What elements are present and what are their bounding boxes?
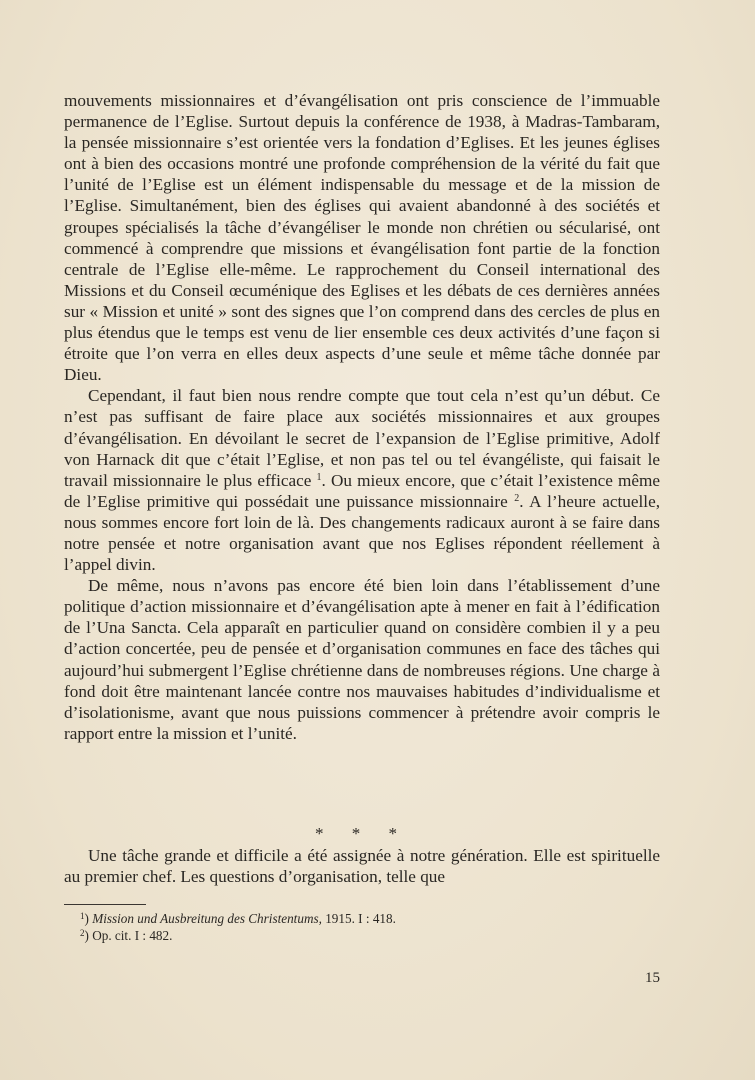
body-text <box>64 90 660 744</box>
page-number: 15 <box>645 970 660 986</box>
paragraph-2-text-a: Cependant, il faut bien nous rendre compte que tout cela n’est qu’un début. Ce n’est pas suffisant de faire place aux sociétés missionnaires et aux groupes d’évangélisation. En dévoilant le secret de l’expansion de l’Eglise primitive, Adolf von Harnack dit que c’était l’Eglise, et non pas tel ou tel évangéliste, qui faisait le travail missionnaire le plus efficace <box>64 386 660 490</box>
footnote-2-mark: 2 <box>80 928 85 938</box>
section-separator: * * * <box>315 824 409 843</box>
footnote-rule <box>64 904 146 905</box>
footnote-1-mark: 1 <box>80 911 85 921</box>
paragraph-2 <box>64 385 660 575</box>
paragraph-2-text-b: . Ou mieux encore, que c’était l’existence même de l’Eglise primitive qui possédait une puissance missionnaire <box>64 470 661 511</box>
footnotes <box>80 910 660 944</box>
footnote-1-rest: 1915. I : 418. <box>321 911 396 926</box>
paragraph-1: mouvements missionnaires et d’évangélisation ont pris conscience de l’immuable permanence de l’Eglise. Surtout depuis la conférence de 1938, à Madras-Tambaram, la pensée missionnaire s’est orientée vers la fondation d’Eglises. Et les jeunes églises ont à bien des occasions montré une profonde compréhension de la vérité du fait que l’unité de l’Eglise est un élément indispensable du message et de la mission de l’Eglise. Simultanément, bien des églises qui avaient abandonné à des sociétés et groupes spécialisés la tâche d’évangéliser le monde non chrétien ou sécularisé, ont commencé à comprendre que missions et évangélisation font partie de la fonction centrale de l’Eglise elle-même. Le rapprochement du Conseil international des Missions et du Conseil œcuménique des Eglises et les débats de ces dernières années sur « Mission et unité » sont des signes que l’on comprend dans des cercles de plus en plus étendus que le temps est venu de lier ensemble ces deux activités d’une façon si étroite que l’on verra en elles deux aspects d’une seule et même tâche donnée par Dieu. <box>64 91 660 385</box>
footnote-ref-2: 2 <box>514 492 520 504</box>
footnote-1 <box>80 910 660 927</box>
paragraph-2-text-c: . A l’heure actuelle, nous sommes encore fort loin de là. Des changements radicaux auront à se faire dans notre pensée et notre organisation avant que nos Eglises répondent réellement à l’appel divin. <box>64 491 661 575</box>
footnote-1-paren: ) <box>84 911 89 926</box>
footnote-1-title: Mission und Ausbreitung des Christentums, <box>92 911 322 926</box>
footnote-ref-1: 1 <box>316 471 322 483</box>
final-paragraph: Une tâche grande et difficile a été assignée à notre génération. Elle est spirituelle au premier chef. Les questions d’organisation, telle que <box>64 846 660 887</box>
footnote-2-paren: ) <box>84 928 89 943</box>
final-paragraph-block <box>64 845 660 887</box>
footnote-2 <box>80 927 660 944</box>
paragraph-3: De même, nous n’avons pas encore été bien loin dans l’établissement d’une politique d’action missionnaire et d’évangélisation apte à mener en fait à l’édification de l’Una Sancta. Cela apparaît en particulier quand on considère combien il y a peu d’action concertée, peu de pensée et d’organisation communes en face des tâches qui aujourd’hui submergent l’Eglise chrétienne dans de nombreuses régions. Une charge à fond doit être maintenant lancée contre nos mauvaises habitudes d’individualisme et d’isolationisme, avant que nous puissions commencer à prétendre avoir compris le rapport entre la mission et l’unité. <box>64 576 660 743</box>
footnote-2-text: Op. cit. I : 482. <box>88 928 173 943</box>
